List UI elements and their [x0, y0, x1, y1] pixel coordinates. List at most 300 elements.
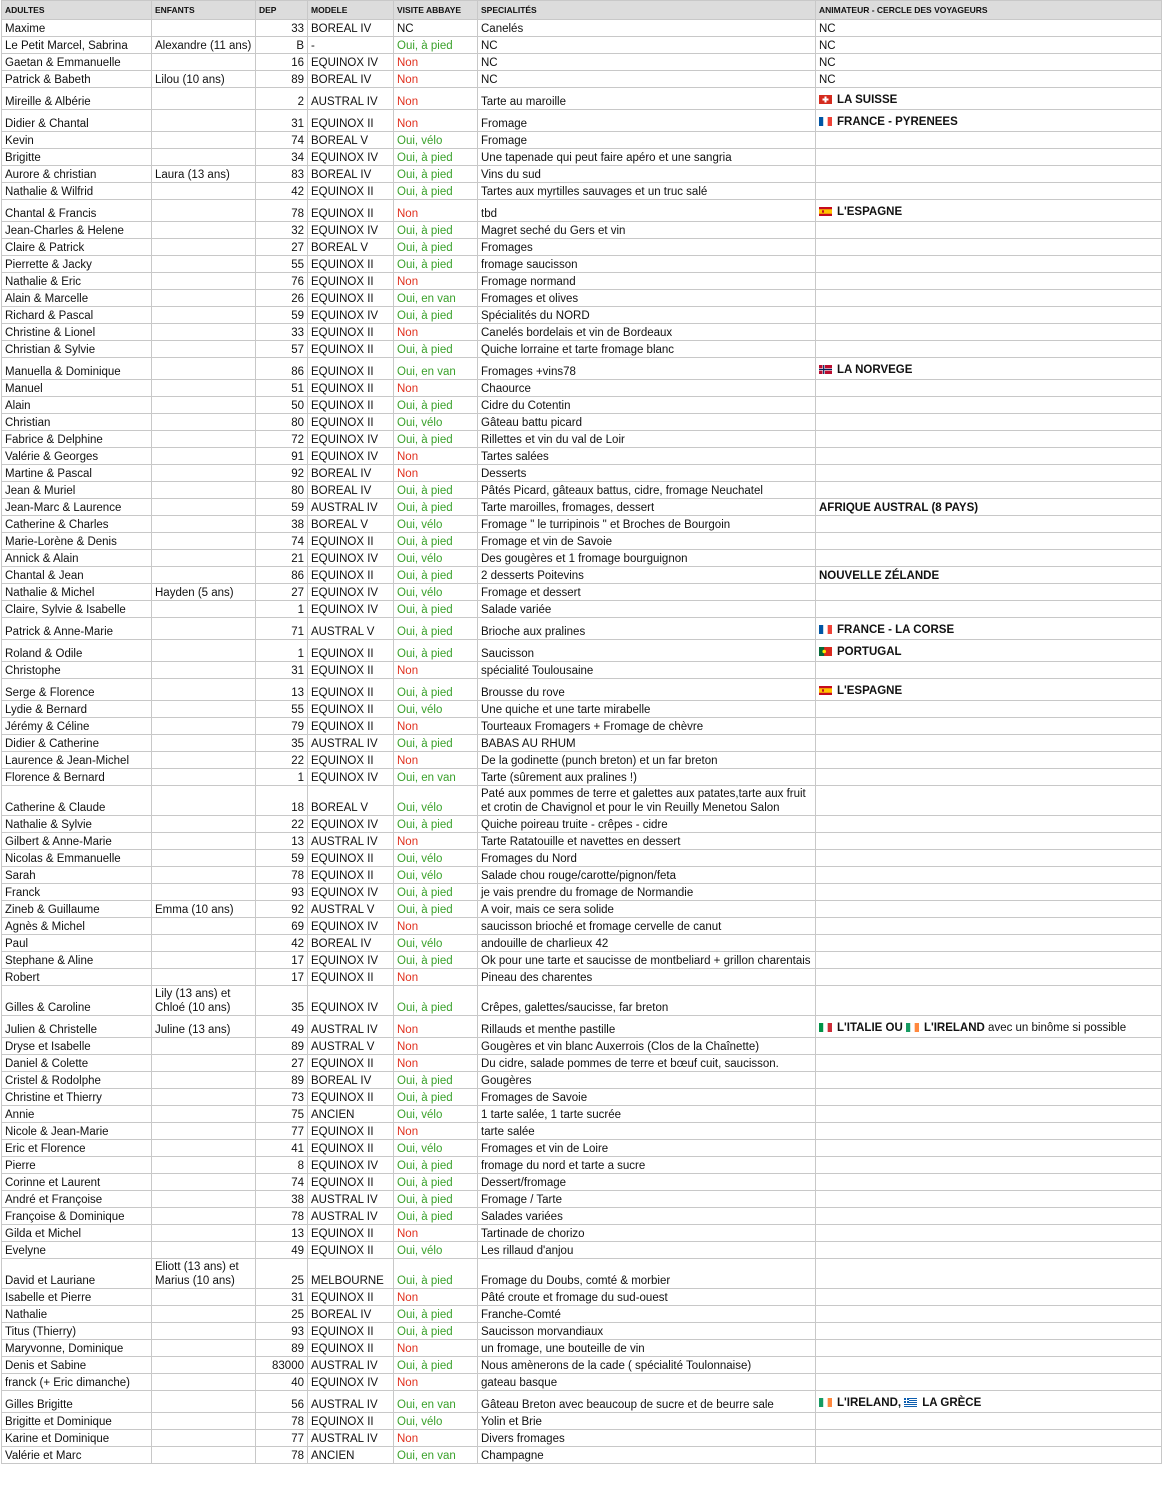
cell-visite-abbaye[interactable]: Non [394, 833, 478, 850]
cell-animateur[interactable] [816, 1289, 1162, 1306]
cell-modele[interactable]: AUSTRAL IV [308, 833, 394, 850]
cell-dep[interactable]: 77 [256, 1123, 308, 1140]
cell-modele[interactable]: EQUINOX II [308, 414, 394, 431]
cell-visite-abbaye[interactable]: Non [394, 1123, 478, 1140]
cell-modele[interactable]: EQUINOX IV [308, 986, 394, 1016]
cell-animateur[interactable] [816, 833, 1162, 850]
cell-modele[interactable]: EQUINOX IV [308, 1374, 394, 1391]
cell-visite-abbaye[interactable]: Oui, à pied [394, 567, 478, 584]
cell-adultes[interactable]: Franck [2, 884, 152, 901]
cell-enfants[interactable] [152, 324, 256, 341]
cell-dep[interactable]: 55 [256, 701, 308, 718]
cell-visite-abbaye[interactable]: Oui, à pied [394, 640, 478, 662]
cell-dep[interactable]: 92 [256, 465, 308, 482]
cell-modele[interactable]: EQUINOX II [308, 567, 394, 584]
cell-animateur[interactable] [816, 239, 1162, 256]
cell-adultes[interactable]: Richard & Pascal [2, 307, 152, 324]
cell-dep[interactable]: 73 [256, 1089, 308, 1106]
cell-enfants[interactable] [152, 1038, 256, 1055]
cell-enfants[interactable] [152, 431, 256, 448]
cell-dep[interactable]: 1 [256, 640, 308, 662]
cell-dep[interactable]: 8 [256, 1157, 308, 1174]
cell-modele[interactable]: EQUINOX II [308, 1225, 394, 1242]
cell-dep[interactable]: 38 [256, 1191, 308, 1208]
cell-dep[interactable]: 42 [256, 935, 308, 952]
cell-dep[interactable]: 41 [256, 1140, 308, 1157]
cell-dep[interactable]: 89 [256, 1340, 308, 1357]
cell-adultes[interactable]: Christian [2, 414, 152, 431]
cell-specialites[interactable]: Cidre du Cotentin [478, 397, 816, 414]
cell-adultes[interactable]: Florence & Bernard [2, 769, 152, 786]
cell-visite-abbaye[interactable]: Oui, à pied [394, 986, 478, 1016]
cell-adultes[interactable]: Nathalie & Wilfrid [2, 183, 152, 200]
cell-animateur[interactable] [816, 132, 1162, 149]
cell-modele[interactable]: EQUINOX II [308, 533, 394, 550]
cell-specialites[interactable]: Crêpes, galettes/saucisse, far breton [478, 986, 816, 1016]
cell-modele[interactable]: EQUINOX II [308, 640, 394, 662]
cell-enfants[interactable] [152, 1340, 256, 1357]
cell-visite-abbaye[interactable]: Oui, à pied [394, 901, 478, 918]
cell-specialites[interactable]: Tourteaux Fromagers + Fromage de chèvre [478, 718, 816, 735]
cell-modele[interactable]: AUSTRAL IV [308, 1208, 394, 1225]
cell-adultes[interactable]: Claire & Patrick [2, 239, 152, 256]
cell-enfants[interactable]: Lily (13 ans) et Chloé (10 ans) [152, 986, 256, 1016]
cell-specialites[interactable]: Du cidre, salade pommes de terre et bœuf cuit, saucisson. [478, 1055, 816, 1072]
cell-dep[interactable]: 13 [256, 679, 308, 701]
cell-adultes[interactable]: Daniel & Colette [2, 1055, 152, 1072]
cell-enfants[interactable] [152, 1447, 256, 1464]
cell-dep[interactable]: 72 [256, 431, 308, 448]
cell-enfants[interactable] [152, 969, 256, 986]
cell-modele[interactable]: AUSTRAL IV [308, 735, 394, 752]
cell-specialites[interactable]: Tarte (sûrement aux pralines !) [478, 769, 816, 786]
cell-specialites[interactable]: Saucisson [478, 640, 816, 662]
cell-modele[interactable]: AUSTRAL IV [308, 499, 394, 516]
cell-adultes[interactable]: Isabelle et Pierre [2, 1289, 152, 1306]
cell-animateur[interactable] [816, 884, 1162, 901]
cell-dep[interactable]: 74 [256, 132, 308, 149]
cell-visite-abbaye[interactable]: Oui, vélo [394, 1242, 478, 1259]
cell-dep[interactable]: 17 [256, 969, 308, 986]
cell-dep[interactable]: 74 [256, 533, 308, 550]
cell-modele[interactable]: EQUINOX II [308, 183, 394, 200]
cell-enfants[interactable]: Hayden (5 ans) [152, 584, 256, 601]
cell-animateur[interactable] [816, 222, 1162, 239]
cell-animateur[interactable] [816, 867, 1162, 884]
cell-enfants[interactable] [152, 149, 256, 166]
cell-enfants[interactable] [152, 380, 256, 397]
cell-visite-abbaye[interactable]: Non [394, 1225, 478, 1242]
cell-dep[interactable]: 31 [256, 110, 308, 132]
cell-dep[interactable]: 78 [256, 200, 308, 222]
cell-specialites[interactable]: Fromages et vin de Loire [478, 1140, 816, 1157]
cell-adultes[interactable]: Kevin [2, 132, 152, 149]
cell-visite-abbaye[interactable]: Oui, en van [394, 1447, 478, 1464]
cell-specialites[interactable]: je vais prendre du fromage de Normandie [478, 884, 816, 901]
cell-visite-abbaye[interactable]: Oui, à pied [394, 431, 478, 448]
cell-modele[interactable]: EQUINOX II [308, 701, 394, 718]
cell-enfants[interactable] [152, 1072, 256, 1089]
cell-adultes[interactable]: Mireille & Albérie [2, 88, 152, 110]
cell-dep[interactable]: 2 [256, 88, 308, 110]
cell-dep[interactable]: 89 [256, 1072, 308, 1089]
cell-animateur[interactable] [816, 969, 1162, 986]
cell-enfants[interactable] [152, 833, 256, 850]
cell-visite-abbaye[interactable]: Non [394, 110, 478, 132]
cell-enfants[interactable] [152, 1289, 256, 1306]
cell-dep[interactable]: 35 [256, 735, 308, 752]
cell-animateur[interactable] [816, 88, 1162, 110]
cell-specialites[interactable]: Fromages et olives [478, 290, 816, 307]
cell-adultes[interactable]: Brigitte [2, 149, 152, 166]
cell-specialites[interactable]: Fromages +vins78 [478, 358, 816, 380]
cell-enfants[interactable] [152, 640, 256, 662]
cell-specialites[interactable]: Spécialités du NORD [478, 307, 816, 324]
cell-adultes[interactable]: Manuel [2, 380, 152, 397]
cell-adultes[interactable]: Marie-Lorène & Denis [2, 533, 152, 550]
cell-modele[interactable]: EQUINOX II [308, 1055, 394, 1072]
cell-adultes[interactable]: Chantal & Jean [2, 567, 152, 584]
cell-dep[interactable]: 86 [256, 358, 308, 380]
cell-animateur[interactable] [816, 1391, 1162, 1413]
cell-adultes[interactable]: Aurore & christian [2, 166, 152, 183]
cell-animateur[interactable] [816, 816, 1162, 833]
cell-visite-abbaye[interactable]: Oui, à pied [394, 601, 478, 618]
cell-visite-abbaye[interactable]: Non [394, 662, 478, 679]
col-header-animateur[interactable]: ANIMATEUR - CERCLE DES VOYAGEURS [816, 1, 1162, 20]
cell-adultes[interactable]: Karine et Dominique [2, 1430, 152, 1447]
cell-adultes[interactable]: Christophe [2, 662, 152, 679]
cell-enfants[interactable] [152, 256, 256, 273]
cell-dep[interactable]: 74 [256, 1174, 308, 1191]
cell-animateur[interactable] [816, 850, 1162, 867]
cell-modele[interactable]: AUSTRAL IV [308, 1391, 394, 1413]
cell-specialites[interactable]: Une tapenade qui peut faire apéro et une sangria [478, 149, 816, 166]
cell-visite-abbaye[interactable]: Oui, en van [394, 290, 478, 307]
cell-adultes[interactable]: Christine et Thierry [2, 1089, 152, 1106]
cell-enfants[interactable] [152, 1055, 256, 1072]
cell-enfants[interactable] [152, 307, 256, 324]
cell-adultes[interactable]: Didier & Chantal [2, 110, 152, 132]
cell-specialites[interactable]: spécialité Toulousaine [478, 662, 816, 679]
cell-visite-abbaye[interactable]: Non [394, 718, 478, 735]
cell-visite-abbaye[interactable]: Non [394, 200, 478, 222]
cell-adultes[interactable]: Titus (Thierry) [2, 1323, 152, 1340]
cell-dep[interactable]: 89 [256, 1038, 308, 1055]
cell-animateur[interactable] [816, 618, 1162, 640]
cell-visite-abbaye[interactable]: Oui, à pied [394, 499, 478, 516]
cell-adultes[interactable]: Jean & Muriel [2, 482, 152, 499]
cell-dep[interactable]: 40 [256, 1374, 308, 1391]
cell-visite-abbaye[interactable]: Oui, à pied [394, 256, 478, 273]
cell-dep[interactable]: 51 [256, 380, 308, 397]
cell-specialites[interactable]: Salade variée [478, 601, 816, 618]
cell-dep[interactable]: 78 [256, 1208, 308, 1225]
cell-adultes[interactable]: Zineb & Guillaume [2, 901, 152, 918]
cell-animateur[interactable] [816, 662, 1162, 679]
cell-specialites[interactable]: Gâteau Breton avec beaucoup de sucre et de beurre sale [478, 1391, 816, 1413]
cell-adultes[interactable]: Eric et Florence [2, 1140, 152, 1157]
cell-enfants[interactable] [152, 1374, 256, 1391]
cell-specialites[interactable]: Fromage et vin de Savoie [478, 533, 816, 550]
cell-modele[interactable]: EQUINOX II [308, 1289, 394, 1306]
cell-enfants[interactable] [152, 601, 256, 618]
cell-animateur[interactable] [816, 183, 1162, 200]
cell-visite-abbaye[interactable]: Non [394, 380, 478, 397]
cell-specialites[interactable]: Brousse du rove [478, 679, 816, 701]
cell-specialites[interactable]: Rillauds et menthe pastille [478, 1016, 816, 1038]
cell-animateur[interactable] [816, 1208, 1162, 1225]
cell-enfants[interactable] [152, 1174, 256, 1191]
cell-specialites[interactable]: Gougères et vin blanc Auxerrois (Clos de la Chaînette) [478, 1038, 816, 1055]
cell-dep[interactable]: 21 [256, 550, 308, 567]
cell-dep[interactable]: 34 [256, 149, 308, 166]
cell-specialites[interactable]: Tartes aux myrtilles sauvages et un truc salé [478, 183, 816, 200]
cell-specialites[interactable]: Fromage [478, 132, 816, 149]
cell-enfants[interactable] [152, 397, 256, 414]
col-header-adultes[interactable]: ADULTES [2, 1, 152, 20]
cell-dep[interactable]: 75 [256, 1106, 308, 1123]
cell-adultes[interactable]: franck (+ Eric dimanche) [2, 1374, 152, 1391]
cell-modele[interactable]: EQUINOX II [308, 850, 394, 867]
cell-enfants[interactable] [152, 850, 256, 867]
cell-modele[interactable]: AUSTRAL IV [308, 1430, 394, 1447]
cell-specialites[interactable]: saucisson brioché et fromage cervelle de canut [478, 918, 816, 935]
cell-modele[interactable]: AUSTRAL V [308, 618, 394, 640]
cell-dep[interactable]: 13 [256, 833, 308, 850]
cell-adultes[interactable]: Nathalie & Eric [2, 273, 152, 290]
cell-animateur[interactable] [816, 1225, 1162, 1242]
cell-visite-abbaye[interactable]: Oui, à pied [394, 397, 478, 414]
cell-visite-abbaye[interactable]: Oui, à pied [394, 1072, 478, 1089]
cell-adultes[interactable]: Fabrice & Delphine [2, 431, 152, 448]
cell-adultes[interactable]: Chantal & Francis [2, 200, 152, 222]
cell-animateur[interactable] [816, 358, 1162, 380]
cell-animateur[interactable] [816, 935, 1162, 952]
cell-dep[interactable]: 55 [256, 256, 308, 273]
cell-visite-abbaye[interactable]: Oui, à pied [394, 1157, 478, 1174]
cell-animateur[interactable] [816, 1123, 1162, 1140]
cell-adultes[interactable]: Agnès & Michel [2, 918, 152, 935]
cell-dep[interactable]: 25 [256, 1306, 308, 1323]
cell-enfants[interactable] [152, 1391, 256, 1413]
cell-modele[interactable]: EQUINOX IV [308, 307, 394, 324]
cell-adultes[interactable]: André et Françoise [2, 1191, 152, 1208]
cell-visite-abbaye[interactable]: Oui, à pied [394, 618, 478, 640]
cell-visite-abbaye[interactable]: Oui, vélo [394, 867, 478, 884]
cell-enfants[interactable] [152, 110, 256, 132]
cell-visite-abbaye[interactable]: Oui, à pied [394, 1089, 478, 1106]
cell-dep[interactable]: 86 [256, 567, 308, 584]
cell-dep[interactable]: 92 [256, 901, 308, 918]
cell-animateur[interactable] [816, 640, 1162, 662]
cell-dep[interactable]: 27 [256, 1055, 308, 1072]
cell-specialites[interactable]: Fromage du Doubs, comté & morbier [478, 1259, 816, 1289]
cell-visite-abbaye[interactable]: Oui, à pied [394, 307, 478, 324]
cell-specialites[interactable]: Ok pour une tarte et saucisse de montbeliard + grillon charentais [478, 952, 816, 969]
cell-specialites[interactable]: Fromages de Savoie [478, 1089, 816, 1106]
cell-dep[interactable]: 49 [256, 1016, 308, 1038]
cell-modele[interactable]: ANCIEN [308, 1447, 394, 1464]
cell-enfants[interactable]: Alexandre (11 ans) [152, 37, 256, 54]
cell-modele[interactable]: EQUINOX II [308, 1340, 394, 1357]
cell-specialites[interactable]: NC [478, 37, 816, 54]
cell-modele[interactable]: BOREAL V [308, 239, 394, 256]
cell-specialites[interactable]: Brioche aux pralines [478, 618, 816, 640]
cell-modele[interactable]: EQUINOX IV [308, 550, 394, 567]
cell-dep[interactable]: 1 [256, 601, 308, 618]
cell-modele[interactable]: EQUINOX II [308, 1323, 394, 1340]
cell-enfants[interactable] [152, 679, 256, 701]
cell-specialites[interactable]: Fromage et dessert [478, 584, 816, 601]
cell-adultes[interactable]: Cristel & Rodolphe [2, 1072, 152, 1089]
cell-animateur[interactable] [816, 786, 1162, 816]
cell-enfants[interactable] [152, 200, 256, 222]
cell-modele[interactable]: EQUINOX II [308, 200, 394, 222]
cell-dep[interactable]: 59 [256, 499, 308, 516]
cell-adultes[interactable]: Jérémy & Céline [2, 718, 152, 735]
cell-dep[interactable]: 49 [256, 1242, 308, 1259]
cell-animateur[interactable] [816, 679, 1162, 701]
cell-visite-abbaye[interactable]: Oui, à pied [394, 166, 478, 183]
cell-dep[interactable]: 83000 [256, 1357, 308, 1374]
cell-visite-abbaye[interactable]: Non [394, 1374, 478, 1391]
cell-adultes[interactable]: Catherine & Claude [2, 786, 152, 816]
cell-animateur[interactable] [816, 1089, 1162, 1106]
cell-modele[interactable]: AUSTRAL IV [308, 1357, 394, 1374]
cell-animateur[interactable] [816, 718, 1162, 735]
cell-specialites[interactable]: Yolin et Brie [478, 1413, 816, 1430]
cell-enfants[interactable] [152, 1357, 256, 1374]
cell-enfants[interactable] [152, 662, 256, 679]
cell-specialites[interactable]: tbd [478, 200, 816, 222]
cell-specialites[interactable]: Divers fromages [478, 1430, 816, 1447]
cell-animateur[interactable]: NOUVELLE ZÉLANDE [816, 567, 1162, 584]
col-header-modele[interactable]: MODELE [308, 1, 394, 20]
cell-specialites[interactable]: Vins du sud [478, 166, 816, 183]
cell-adultes[interactable]: Claire, Sylvie & Isabelle [2, 601, 152, 618]
cell-visite-abbaye[interactable]: Non [394, 1055, 478, 1072]
cell-modele[interactable]: AUSTRAL IV [308, 1191, 394, 1208]
cell-adultes[interactable]: Nathalie [2, 1306, 152, 1323]
cell-visite-abbaye[interactable]: Non [394, 88, 478, 110]
cell-visite-abbaye[interactable]: Oui, à pied [394, 884, 478, 901]
cell-dep[interactable]: 35 [256, 986, 308, 1016]
cell-modele[interactable]: AUSTRAL V [308, 1038, 394, 1055]
cell-adultes[interactable]: Alain & Marcelle [2, 290, 152, 307]
cell-enfants[interactable]: Eliott (13 ans) et Marius (10 ans) [152, 1259, 256, 1289]
cell-animateur[interactable] [816, 1072, 1162, 1089]
col-header-specialites[interactable]: SPECIALITÉS [478, 1, 816, 20]
cell-animateur[interactable] [816, 1259, 1162, 1289]
cell-visite-abbaye[interactable]: Non [394, 1016, 478, 1038]
cell-specialites[interactable]: Pineau des charentes [478, 969, 816, 986]
cell-adultes[interactable]: Evelyne [2, 1242, 152, 1259]
cell-modele[interactable]: EQUINOX II [308, 380, 394, 397]
cell-specialites[interactable]: Dessert/fromage [478, 1174, 816, 1191]
cell-adultes[interactable]: Gilles Brigitte [2, 1391, 152, 1413]
cell-dep[interactable]: 78 [256, 1413, 308, 1430]
cell-modele[interactable]: EQUINOX IV [308, 769, 394, 786]
cell-adultes[interactable]: Nicolas & Emmanuelle [2, 850, 152, 867]
cell-animateur[interactable] [816, 533, 1162, 550]
cell-dep[interactable]: 33 [256, 20, 308, 37]
cell-specialites[interactable]: Canelés bordelais et vin de Bordeaux [478, 324, 816, 341]
cell-modele[interactable]: BOREAL V [308, 786, 394, 816]
cell-adultes[interactable]: Françoise & Dominique [2, 1208, 152, 1225]
cell-modele[interactable]: EQUINOX IV [308, 431, 394, 448]
cell-specialites[interactable]: Pâté croute et fromage du sud-ouest [478, 1289, 816, 1306]
cell-specialites[interactable]: Salades variées [478, 1208, 816, 1225]
cell-visite-abbaye[interactable]: Non [394, 918, 478, 935]
cell-visite-abbaye[interactable]: Oui, en van [394, 358, 478, 380]
cell-visite-abbaye[interactable]: Oui, à pied [394, 149, 478, 166]
cell-animateur[interactable] [816, 380, 1162, 397]
cell-specialites[interactable]: fromage saucisson [478, 256, 816, 273]
cell-adultes[interactable]: Patrick & Anne-Marie [2, 618, 152, 640]
cell-animateur[interactable]: NC [816, 20, 1162, 37]
cell-enfants[interactable] [152, 482, 256, 499]
cell-visite-abbaye[interactable]: Oui, à pied [394, 735, 478, 752]
cell-animateur[interactable] [816, 1413, 1162, 1430]
cell-animateur[interactable] [816, 952, 1162, 969]
cell-visite-abbaye[interactable]: Oui, vélo [394, 414, 478, 431]
cell-adultes[interactable]: Valérie & Georges [2, 448, 152, 465]
cell-specialites[interactable]: De la godinette (punch breton) et un far breton [478, 752, 816, 769]
cell-animateur[interactable] [816, 307, 1162, 324]
cell-animateur[interactable] [816, 584, 1162, 601]
cell-dep[interactable]: 38 [256, 516, 308, 533]
cell-dep[interactable]: 26 [256, 290, 308, 307]
cell-modele[interactable]: EQUINOX IV [308, 601, 394, 618]
cell-specialites[interactable]: Fromage " le turripinois " et Broches de Bourgoin [478, 516, 816, 533]
cell-enfants[interactable] [152, 1140, 256, 1157]
cell-modele[interactable]: EQUINOX II [308, 1242, 394, 1259]
cell-modele[interactable]: EQUINOX II [308, 1174, 394, 1191]
cell-visite-abbaye[interactable]: Non [394, 1289, 478, 1306]
cell-visite-abbaye[interactable]: Oui, vélo [394, 584, 478, 601]
cell-enfants[interactable] [152, 358, 256, 380]
cell-adultes[interactable]: Corinne et Laurent [2, 1174, 152, 1191]
cell-adultes[interactable]: Dryse et Isabelle [2, 1038, 152, 1055]
cell-enfants[interactable] [152, 183, 256, 200]
cell-animateur[interactable] [816, 735, 1162, 752]
cell-enfants[interactable] [152, 1430, 256, 1447]
cell-enfants[interactable] [152, 1106, 256, 1123]
cell-enfants[interactable] [152, 816, 256, 833]
cell-adultes[interactable]: Le Petit Marcel, Sabrina [2, 37, 152, 54]
cell-dep[interactable]: 78 [256, 867, 308, 884]
cell-enfants[interactable] [152, 1242, 256, 1259]
cell-modele[interactable]: EQUINOX II [308, 110, 394, 132]
col-header-visite-abbaye[interactable]: VISITE ABBAYE [394, 1, 478, 20]
cell-animateur[interactable] [816, 1038, 1162, 1055]
cell-animateur[interactable] [816, 901, 1162, 918]
cell-modele[interactable]: EQUINOX II [308, 679, 394, 701]
cell-dep[interactable]: 59 [256, 307, 308, 324]
cell-modele[interactable]: BOREAL IV [308, 465, 394, 482]
cell-modele[interactable]: BOREAL IV [308, 166, 394, 183]
cell-enfants[interactable] [152, 952, 256, 969]
cell-specialites[interactable]: Quiche poireau truite - crêpes - cidre [478, 816, 816, 833]
cell-animateur[interactable] [816, 1016, 1162, 1038]
cell-dep[interactable]: 22 [256, 752, 308, 769]
cell-enfants[interactable]: Juline (13 ans) [152, 1016, 256, 1038]
cell-specialites[interactable]: Paté aux pommes de terre et galettes aux patates,tarte aux fruit et crotin de Chavignol et pour le vin Reuilly Menetou Salon [478, 786, 816, 816]
cell-animateur[interactable] [816, 448, 1162, 465]
cell-adultes[interactable]: Stephane & Aline [2, 952, 152, 969]
cell-animateur[interactable] [816, 918, 1162, 935]
